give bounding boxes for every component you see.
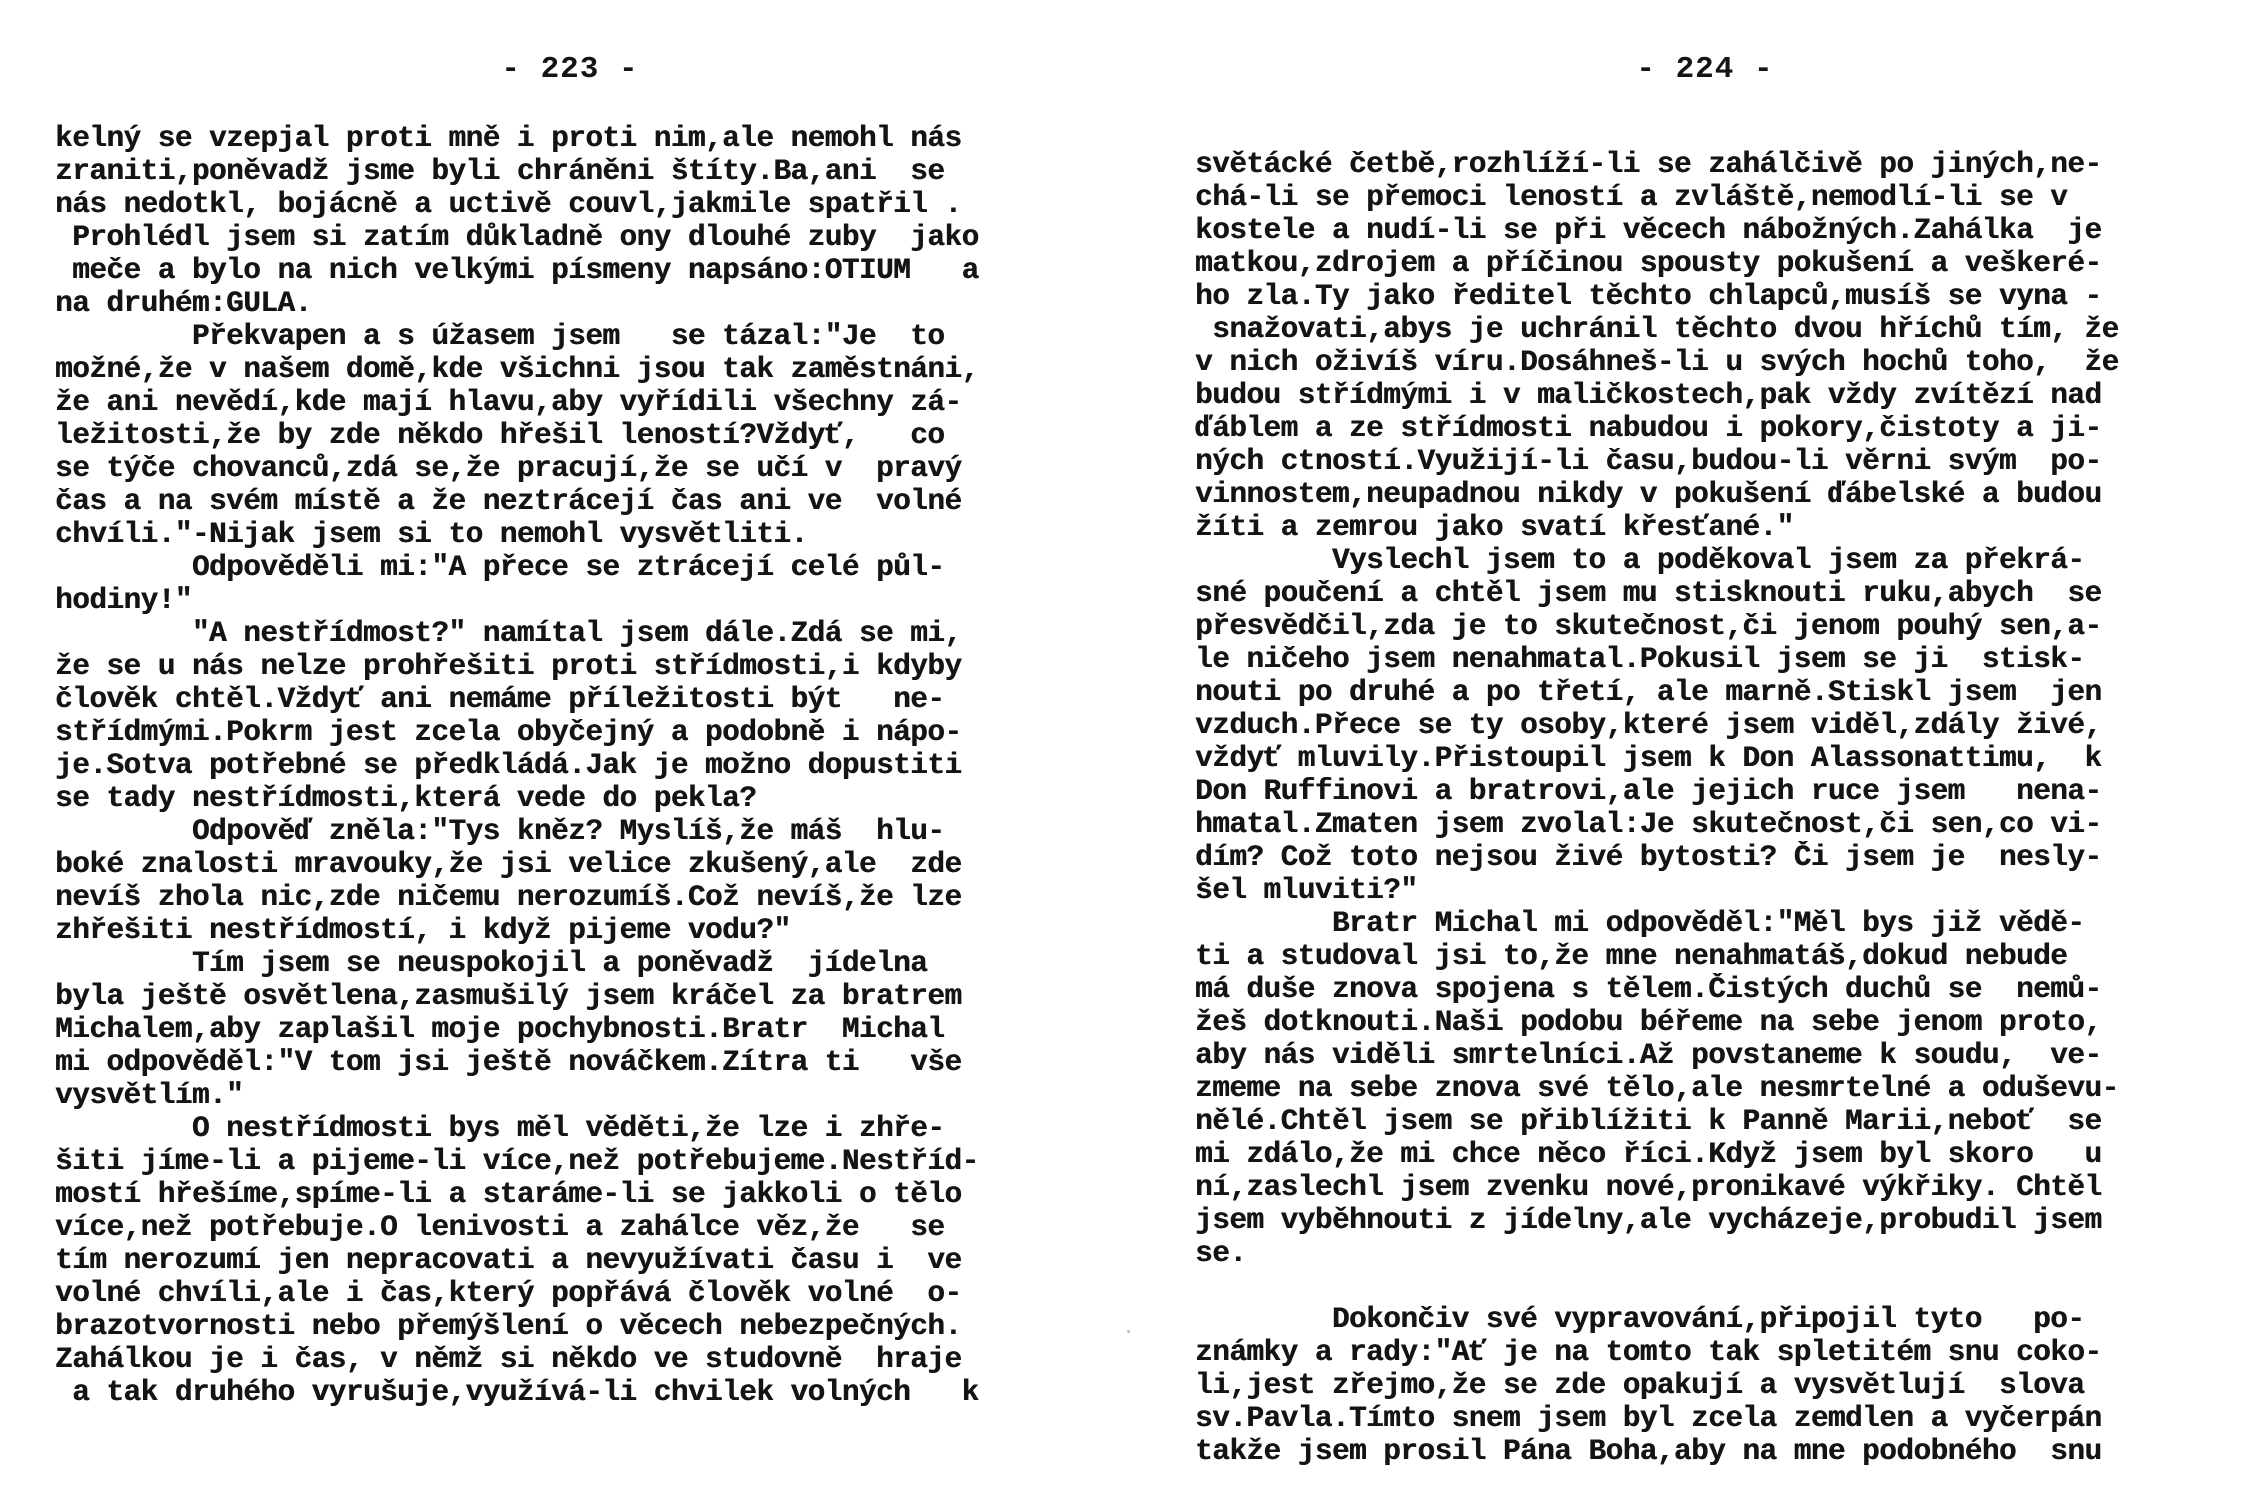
text-line: na druhém:GULA. [55, 287, 312, 320]
text-line: ti a studoval jsi to,že mne nenahmatáš,dokud nebude [1195, 940, 2068, 973]
text-line: známky a rady:"Ať je na tomto tak spletitém snu coko- [1195, 1336, 2102, 1369]
text-line: šel mluviti?" [1195, 874, 1418, 907]
text-line: tím nerozumí jen nepracovati a nevyužívati času i ve [55, 1244, 962, 1277]
text-line: že ani nevědí,kde mají hlavu,aby vyřídili všechny zá- [55, 386, 962, 419]
text-line: mi odpověděl:"V tom jsi ještě nováčkem.Zítra ti vše [55, 1046, 962, 1079]
text-line: jsem vyběhnouti z jídelny,ale vycházeje,probudil jsem [1195, 1204, 2102, 1237]
text-line: kelný se vzepjal proti mně i proti nim,ale nemohl nás [55, 122, 962, 155]
text-line: že se u nás nelze prohřešiti proti střídmosti,i kdyby [55, 650, 962, 683]
text-line: sv.Pavla.Tímto snem jsem byl zcela zemdlen a vyčerpán [1195, 1402, 2102, 1435]
text-line: je.Sotva potřebné se předkládá.Jak je možno dopustiti [55, 749, 962, 782]
text-line: Bratr Michal mi odpověděl:"Měl bys již vědě- [1195, 907, 2085, 940]
text-line: Prohlédl jsem si zatím důkladně ony dlouhé zuby jako [55, 221, 979, 254]
text-line: více,než potřebuje.O lenivosti a zahálce věz,že se [55, 1211, 945, 1244]
text-line: žeš dotknouti.Naši podobu béřeme na sebe jenom proto, [1195, 1006, 2102, 1039]
text-line: hmatal.Zmaten jsem zvolal:Je skutečnost,či sen,co vi- [1195, 808, 2102, 841]
page-number: - 223 - [501, 52, 639, 87]
text-line: možné,že v našem domě,kde všichni jsou tak zaměstnáni, [55, 353, 979, 386]
text-line: "A nestřídmost?" namítal jsem dále.Zdá se mi, [55, 617, 962, 650]
page-text [55, 122, 1085, 1409]
text-line: ho zla.Ty jako ředitel těchto chlapců,musíš se vyna - [1195, 280, 2102, 313]
text-line: Překvapen a s úžasem jsem se tázal:"Je to [55, 320, 945, 353]
text-line: a tak druhého vyrušuje,využívá-li chvilek volných k [55, 1376, 979, 1409]
text-line: vysvětlím." [55, 1079, 244, 1112]
text-line: Vyslechl jsem to a poděkoval jsem za překrá- [1195, 544, 2085, 577]
text-line: meče a bylo na nich velkými písmeny napsáno:OTIUM a [55, 254, 979, 287]
text-line: matkou,zdrojem a příčinou spousty pokušení a veškeré- [1195, 247, 2102, 280]
text-line: snažovati,abys je uchránil těchto dvou hříchů tím, že [1195, 313, 2119, 346]
text-line: Dokončiv své vypravování,připojil tyto po- [1195, 1303, 2085, 1336]
text-line: Tím jsem se neuspokojil a poněvadž jídelna [55, 947, 928, 980]
page-text [1195, 148, 2215, 1468]
text-line: čas a na svém místě a že neztrácejí čas ani ve volné [55, 485, 962, 518]
text-line: kostele a nudí-li se při věcech nábožných.Zahálka je [1195, 214, 2102, 247]
text-line: boké znalosti mravouky,že jsi velice zkušený,ale zde [55, 848, 962, 881]
text-line: takže jsem prosil Pána Boha,aby na mne podobného snu [1195, 1435, 2102, 1468]
text-line: nělé.Chtěl jsem se přiblížiti k Panně Marii,neboť se [1195, 1105, 2102, 1138]
text-line: ných ctností.Využijí-li času,budou-li věrni svým po- [1195, 445, 2102, 478]
text-line: žíti a zemrou jako svatí křesťané." [1195, 511, 1794, 544]
text-line: Odpověděli mi:"A přece se ztrácejí celé půl- [55, 551, 945, 584]
text-line: aby nás viděli smrtelníci.Až povstaneme k soudu, ve- [1195, 1039, 2102, 1072]
text-line: nevíš zhola nic,zde ničemu nerozumíš.Což nevíš,že lze [55, 881, 962, 914]
text-line: šiti jíme-li a pijeme-li více,než potřebujeme.Nestříd- [55, 1145, 979, 1178]
text-line: ní,zaslechl jsem zvenku nové,pronikavé výkřiky. Chtěl [1195, 1171, 2102, 1204]
text-line: zhřešiti nestřídmostí, i když pijeme vodu?" [55, 914, 791, 947]
text-line: se. [1195, 1237, 1247, 1270]
text-line: sné poučení a chtěl jsem mu stisknouti ruku,abych se [1195, 577, 2102, 610]
text-line: Odpověď zněla:"Tys kněz? Myslíš,že máš hlu- [55, 815, 945, 848]
text-line: Zahálkou je i čas, v němž si někdo ve studovně hraje [55, 1343, 962, 1376]
text-line [1195, 1270, 2215, 1303]
text-line: budou střídmými i v maličkostech,pak vždy zvítězí nad [1195, 379, 2102, 412]
text-line: hodiny!" [55, 584, 192, 617]
text-line: zmeme na sebe znova své tělo,ale nesmrtelné a oduševu- [1195, 1072, 2119, 1105]
text-line: nás nedotkl, bojácně a uctivě couvl,jakmile spatřil . [55, 188, 962, 221]
text-line: O nestřídmosti bys měl věděti,že lze i zhře- [55, 1112, 945, 1145]
text-line: dím? Což toto nejsou živé bytosti? Či jsem je nesly- [1195, 841, 2102, 874]
text-line: se týče chovanců,zdá se,že pracují,že se učí v pravý [55, 452, 962, 485]
text-line: chá-li se přemoci leností a zvláště,nemodlí-li se v [1195, 181, 2068, 214]
text-line: nouti po druhé a po třetí, ale marně.Stiskl jsem jen [1195, 676, 2102, 709]
text-line: vždyť mluvily.Přistoupil jsem k Don Alassonattimu, k [1195, 742, 2102, 775]
text-line: ďáblem a ze střídmosti nabudou i pokory,čistoty a ji- [1195, 412, 2102, 445]
text-line: brazotvornosti nebo přemýšlení o věcech nebezpečných. [55, 1310, 962, 1343]
text-line: přesvědčil,zda je to skutečnost,či jenom pouhý sen,a- [1195, 610, 2102, 643]
text-line: Don Ruffinovi a bratrovi,ale jejich ruce jsem nena- [1195, 775, 2102, 808]
text-line: Michalem,aby zaplašil moje pochybnosti.Bratr Michal [55, 1013, 945, 1046]
text-line: vzduch.Přece se ty osoby,které jsem viděl,zdály živé, [1195, 709, 2102, 742]
text-line: le ničeho jsem nenahmatal.Pokusil jsem se ji stisk- [1195, 643, 2085, 676]
text-line: se tady nestřídmosti,která vede do pekla? [55, 782, 757, 815]
text-line: byla ještě osvětlena,zasmušilý jsem kráčel za bratrem [55, 980, 962, 1013]
text-line: zraniti,poněvadž jsme byli chráněni štíty.Ba,ani se [55, 155, 945, 188]
text-line: střídmými.Pokrm jest zcela obyčejný a podobně i nápo- [55, 716, 962, 749]
text-line: vinnostem,neupadnou nikdy v pokušení ďábelské a budou [1195, 478, 2102, 511]
text-line: má duše znova spojena s tělem.Čistých duchů se nemů- [1195, 973, 2102, 1006]
text-line: mi zdálo,že mi chce něco říci.Když jsem byl skoro u [1195, 1138, 2102, 1171]
text-line: li,jest zřejmo,že se zde opakují a vysvětlují slova [1195, 1369, 2085, 1402]
text-line: člověk chtěl.Vždyť ani nemáme příležitosti být ne- [55, 683, 945, 716]
text-line: v nich oživíš víru.Dosáhneš-li u svých hochů toho, že [1195, 346, 2119, 379]
text-line: chvíli."-Nijak jsem si to nemohl vysvětliti. [55, 518, 808, 551]
page-number: - 224 - [1636, 52, 1774, 87]
text-line: ležitosti,že by zde někdo hřešil leností?Vždyť, co [55, 419, 945, 452]
text-line: mostí hřešíme,spíme-li a staráme-li se jakkoli o tělo [55, 1178, 962, 1211]
paper-speck [1127, 1330, 1130, 1333]
text-line: volné chvíli,ale i čas,který popřává člověk volné o- [55, 1277, 962, 1310]
text-line: světácké četbě,rozhlíží-li se zahálčivě po jiných,ne- [1195, 148, 2102, 181]
